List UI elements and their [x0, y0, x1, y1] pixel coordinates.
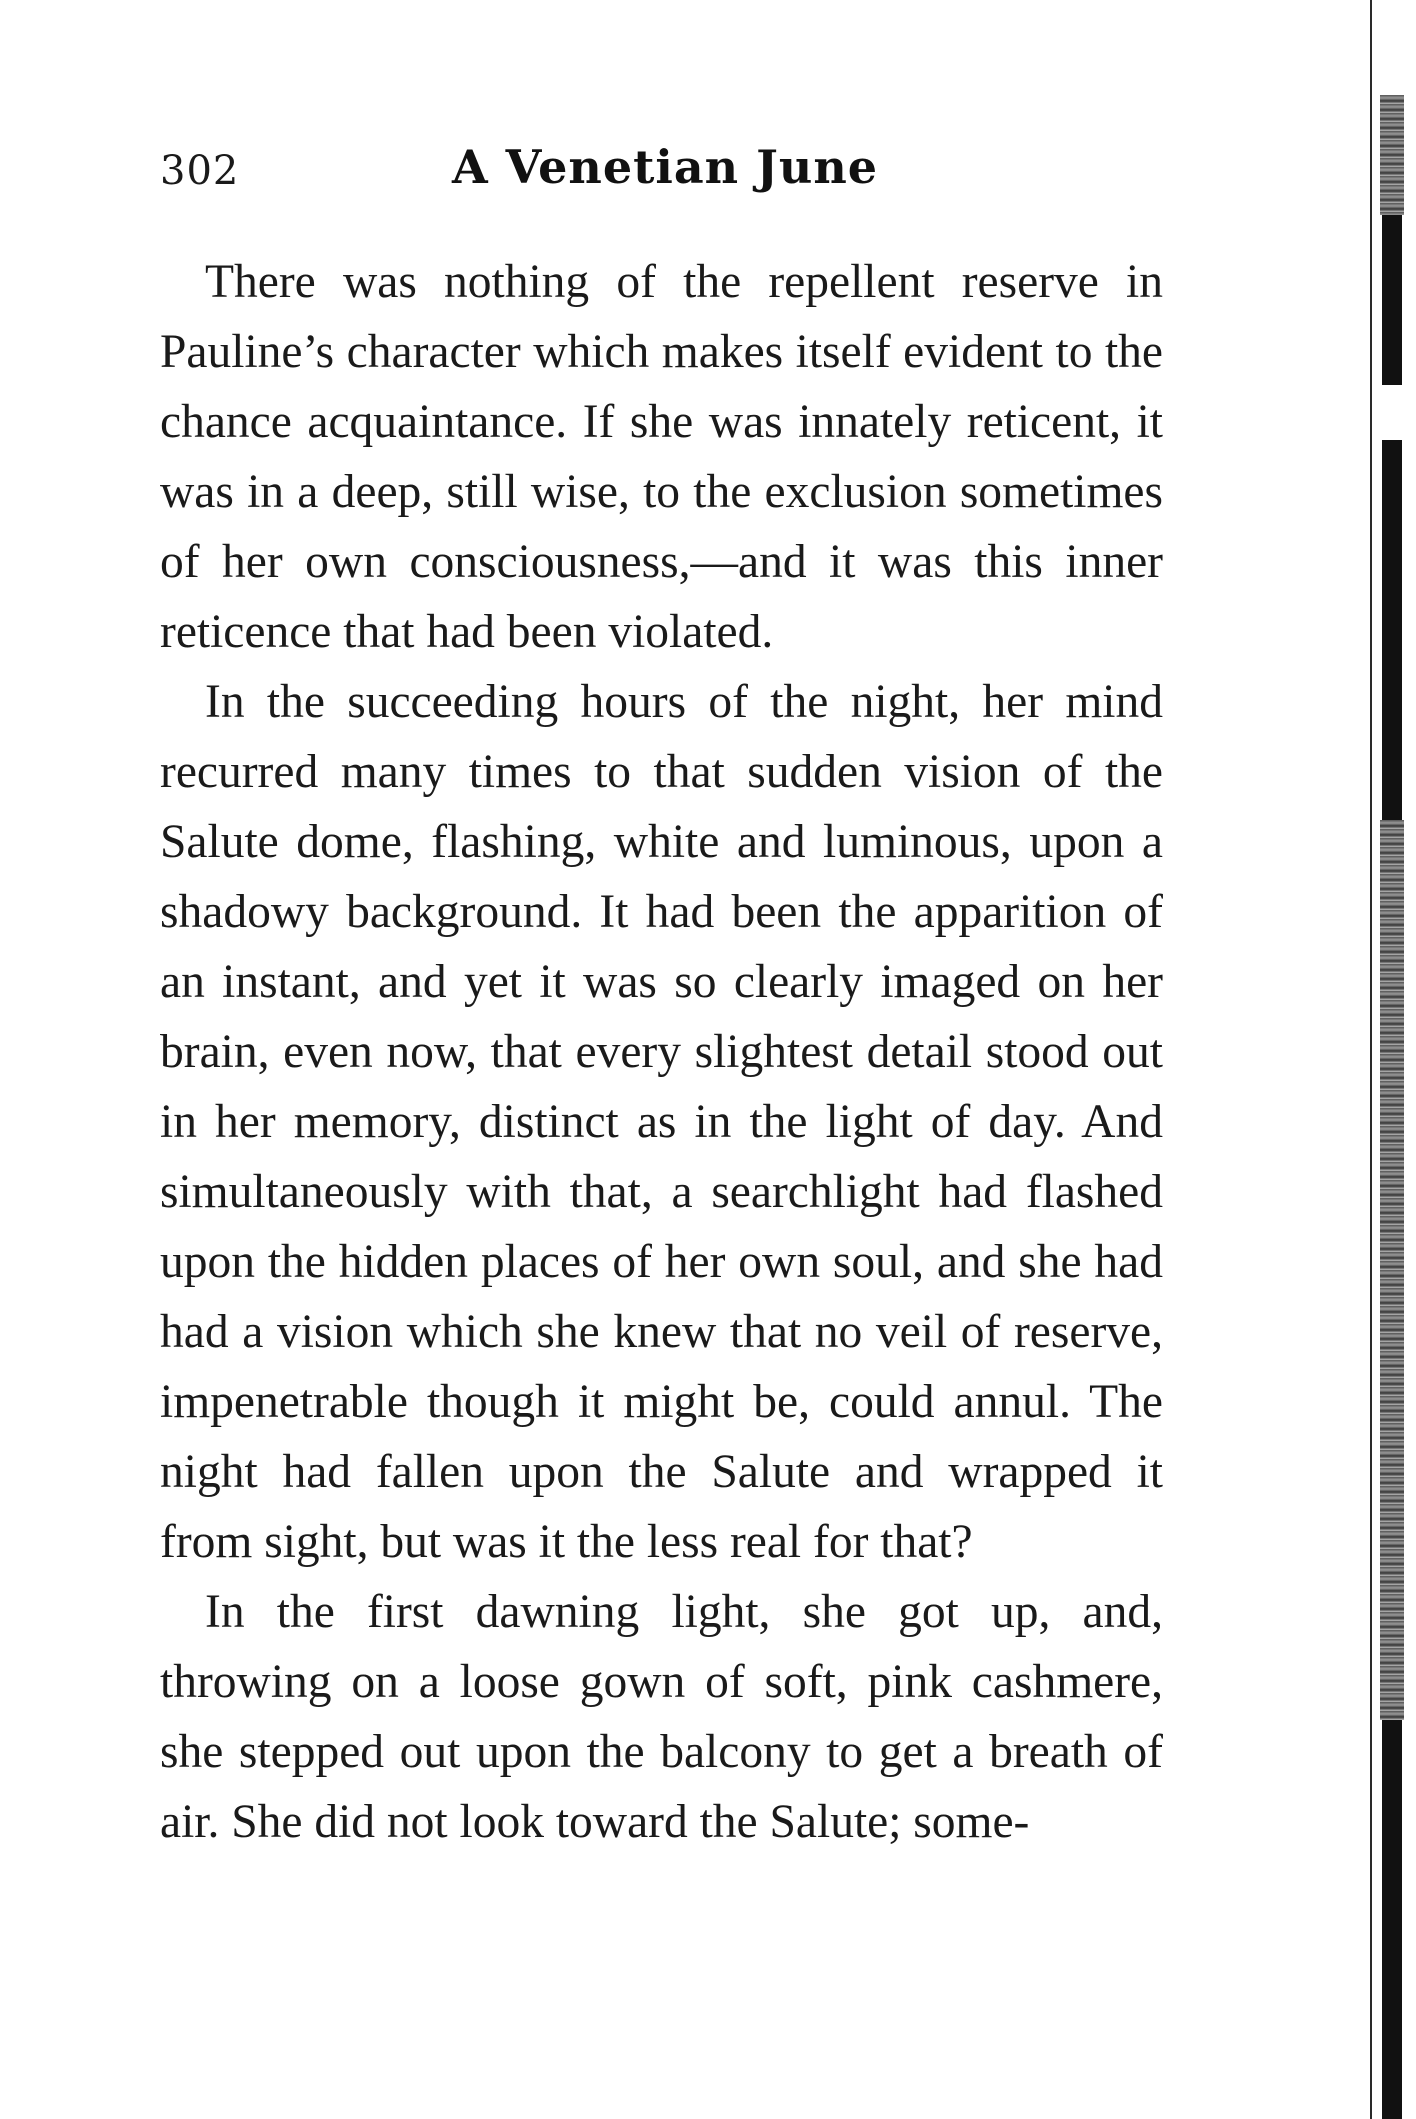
body-text: [160, 247, 1163, 1857]
binding-edge: [1370, 0, 1416, 2119]
page-number: 302: [160, 148, 240, 194]
paragraph-2: In the succeeding hours of the night, her mind recurred many times to that sudden vision of the Salute dome, flashing, white and luminous, upon a shadowy background. It had been the apparition of an instant, and yet it was so clearly imaged on her brain, even now, that every slightest detail stood out in her memory, distinct as in the light of day. And simultaneously with that, a searchlight had flashed upon the hidden places of her own soul, and she had had a vision which she knew that no veil of reserve, impenetrable though it might be, could annul. The night had fallen upon the Salute and wrapped it from sight, but was it the less real for that?: [160, 676, 1163, 1568]
binding-dark-middle: [1382, 440, 1402, 820]
paragraph-3: In the first dawning light, she got up, and, throwing on a loose gown of soft, pink cashmere, she stepped out upon the balcony to get a breath of air. She did not look toward the Salute; some-: [160, 1586, 1163, 1848]
page-header: [160, 140, 1170, 208]
paragraph-1: There was nothing of the repellent reserve in Pauline’s character which makes itself evident to the chance acquaintance. If she was innately reticent, it was in a deep, still wise, to the exclusion sometimes of her own consciousness,—and it was this inner reticence that had been violated.: [160, 256, 1163, 658]
running-title: A Venetian June: [451, 140, 879, 194]
binding-speckle-middle: [1380, 820, 1404, 1720]
binding-dark-upper: [1382, 215, 1402, 385]
binding-speckle-top: [1380, 95, 1404, 215]
binding-dark-lower: [1382, 1720, 1402, 2119]
binding-rule: [1370, 0, 1372, 2119]
